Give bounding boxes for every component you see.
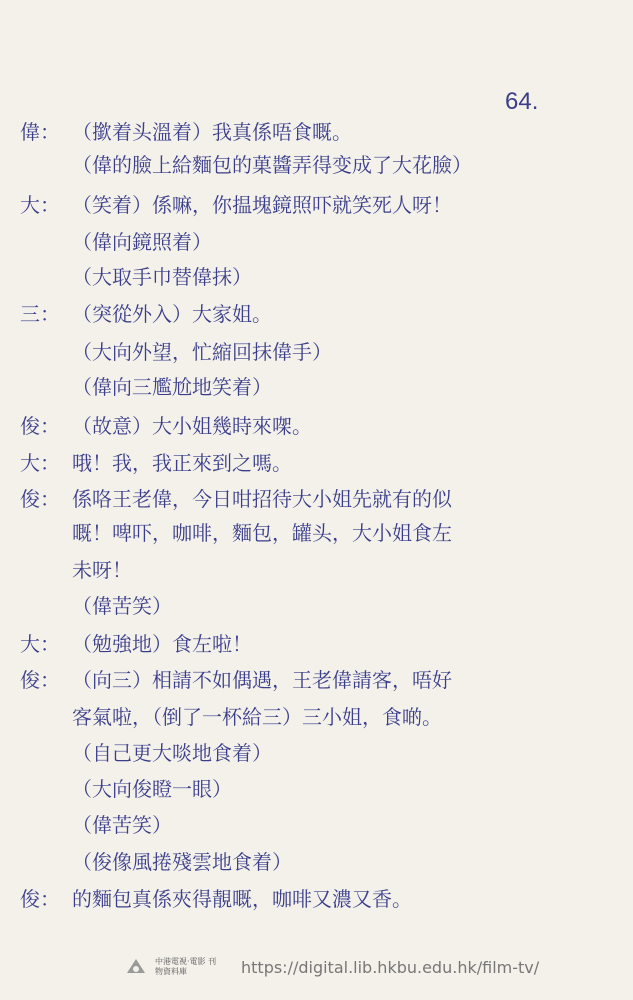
line-text: （偉的臉上給麵包的菓醬弄得变成了大花臉） (72, 153, 472, 177)
speaker-label: 大： (20, 193, 60, 217)
film-reel-icon (125, 957, 147, 977)
line-text: 係咯王老偉，今日咁招待大小姐先就有的似 (72, 487, 452, 511)
speaker-label: 俊： (20, 887, 60, 911)
watermark-footer (125, 952, 539, 982)
line-text: （偉向三尷尬地笑着） (72, 375, 272, 399)
script-line (0, 337, 633, 367)
line-text: （自己更大啖地食着） (72, 741, 272, 765)
line-text: （撳着头溫着）我真係唔食嘅。 (72, 120, 352, 144)
script-line (0, 448, 633, 478)
script-line (0, 738, 633, 768)
script-line (0, 555, 633, 585)
line-text: （偉苦笑） (72, 813, 172, 837)
line-text: （大向俊瞪一眼） (72, 777, 232, 801)
speaker-label: 大： (20, 451, 60, 475)
line-text: （突從外入）大家姐。 (72, 302, 272, 326)
line-text: （偉向鏡照着） (72, 230, 212, 254)
line-text: （笑着）係嘛，你揾塊鏡照吓就笑死人呀！ (72, 193, 452, 217)
script-line (0, 190, 633, 220)
source-url-link[interactable]: https://digital.lib.hkbu.edu.hk/film-tv/ (241, 957, 540, 977)
script-line (0, 810, 633, 840)
script-line (0, 372, 633, 402)
script-line (0, 884, 633, 914)
line-text: （勉強地）食左啦！ (72, 632, 252, 656)
line-text: （俊像風捲殘雲地食着） (72, 850, 292, 874)
line-text: 嘅！啤吓，咖啡，麵包，罐头，大小姐食左 (72, 521, 452, 545)
script-line (0, 262, 633, 292)
script-line (0, 847, 633, 877)
script-line (0, 518, 633, 548)
script-line (0, 629, 633, 659)
page-number: 64. (505, 88, 539, 115)
script-line (0, 774, 633, 804)
script-line (0, 702, 633, 732)
speaker-label: 大： (20, 632, 60, 656)
speaker-label: 俊： (20, 487, 60, 511)
line-text: （偉苦笑） (72, 594, 172, 618)
script-line (0, 591, 633, 621)
logo-text: 中港電視·電影 刊物資料庫 (155, 957, 217, 976)
speaker-label: 俊： (20, 414, 60, 438)
line-text: （向三）相請不如偶遇，王老偉請客，唔好 (72, 668, 452, 692)
line-text: （大取手巾替偉抹） (72, 265, 252, 289)
speaker-label: 俊： (20, 668, 60, 692)
script-line (0, 117, 633, 147)
script-line (0, 411, 633, 441)
line-text: 的麵包真係夾得靚嘅，咖啡又濃又香。 (72, 887, 412, 911)
script-line (0, 484, 633, 514)
script-line (0, 665, 633, 695)
speaker-label: 偉： (20, 120, 60, 144)
line-text: （大向外望，忙縮回抹偉手） (72, 340, 332, 364)
line-text: 未呀！ (72, 558, 132, 582)
script-line (0, 227, 633, 257)
speaker-label: 三： (20, 302, 60, 326)
script-line (0, 150, 633, 180)
line-text: 客氣啦，（倒了一杯給三）三小姐，食啲。 (72, 705, 442, 729)
script-line (0, 299, 633, 329)
line-text: 哦！我，我正來到之嗎。 (72, 451, 292, 475)
line-text: （故意）大小姐幾時來㗎。 (72, 414, 312, 438)
